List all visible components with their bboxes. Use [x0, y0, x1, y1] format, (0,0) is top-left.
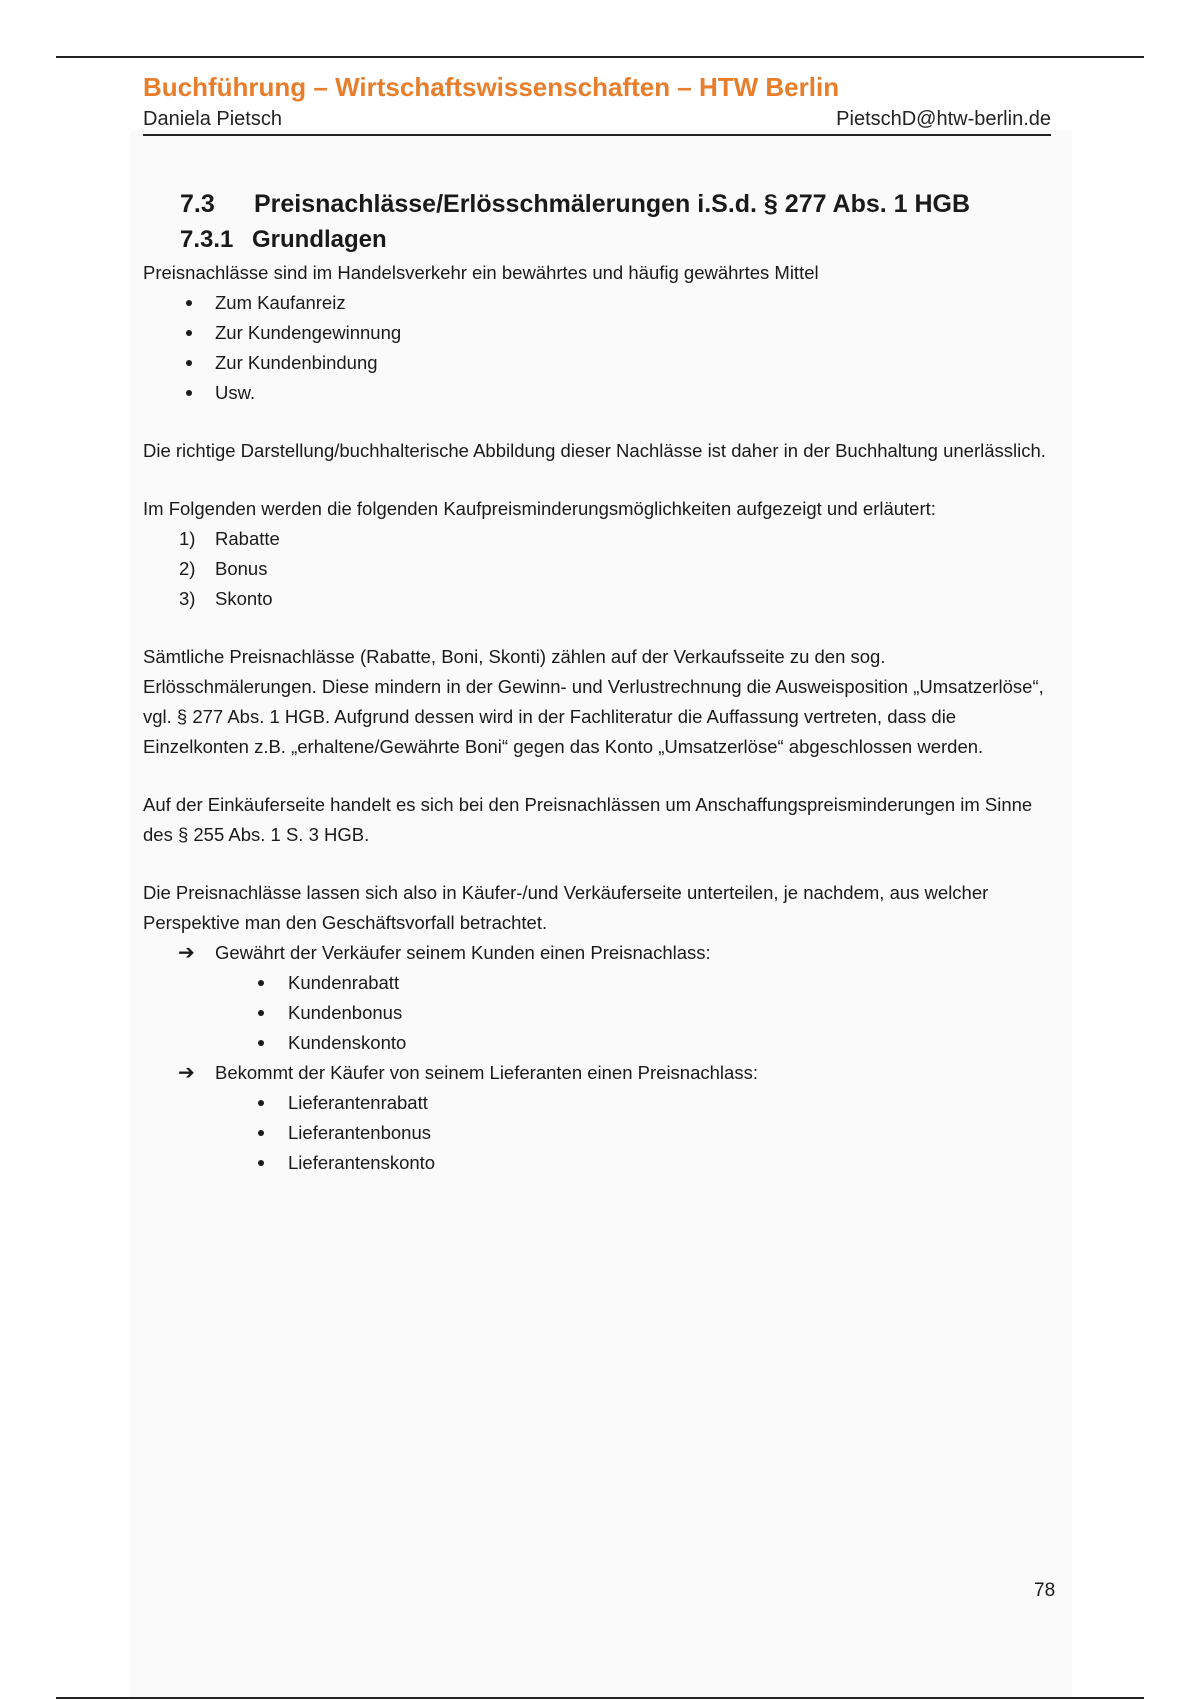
list-item: Kundenrabatt — [143, 968, 1063, 998]
paragraph-following: Im Folgenden werden die folgenden Kaufpreisminderungsmöglichkeiten aufgezeigt und erläutert: — [143, 498, 936, 519]
seller-arrow-item — [143, 938, 1063, 968]
list-item: Lieferantenskonto — [143, 1148, 1063, 1178]
section-title: Preisnachlässe/Erlösschmälerungen i.S.d. § 277 Abs. 1 HGB — [254, 190, 971, 218]
list-item: Zur Kundenbindung — [143, 348, 1063, 378]
seller-text: Gewährt der Verkäufer seinem Kunden einen Preisnachlass: — [215, 942, 711, 963]
section-heading — [143, 186, 1063, 222]
list-item: Usw. — [143, 378, 1063, 408]
list-item: Kundenbonus — [143, 998, 1063, 1028]
buyer-list — [143, 1088, 1063, 1178]
page-header — [143, 70, 1051, 136]
header-author: Daniela Pietsch — [143, 108, 282, 130]
list-label: Bonus — [215, 558, 268, 579]
header-title: Buchführung – Wirtschaftswissenschaften – HTW Berlin — [143, 72, 840, 102]
arrow-right-icon: ➔ — [178, 942, 195, 964]
subsection-number: 7.3.1 — [180, 226, 234, 253]
subsection-heading — [143, 222, 1063, 258]
header-line — [143, 104, 1051, 136]
document-body — [143, 186, 1063, 1178]
list-number: 3) — [179, 588, 196, 609]
intro-paragraph: Preisnachlässe sind im Handelsverkehr ein bewährtes und häufig gewährtes Mittel — [143, 262, 819, 283]
list-item: Lieferantenrabatt — [143, 1088, 1063, 1118]
paragraph-erloesschmaelerungen: Sämtliche Preisnachlässe (Rabatte, Boni, Skonti) zählen auf der Verkaufsseite zu den sog. Erlösschmälerungen. Diese mindern in der Gewinn- und Verlustrechnung die Ausweisposition „Umsatzerlöse“, vgl. § 277 Abs. 1 HGB. Aufgrund dessen wird in der Fachliteratur die Auffassung vertreten, dass die Einzelkonten z.B. „erhaltene/Gewährte Boni“ gegen das Konto „Umsatzerlöse“ abgeschlossen werden. — [143, 646, 1044, 757]
purpose-list — [143, 288, 1063, 408]
bottom-rule — [56, 1697, 1144, 1699]
buyer-text: Bekommt der Käufer von seinem Lieferanten einen Preisnachlass: — [215, 1062, 758, 1083]
paragraph-representation: Die richtige Darstellung/buchhalterische Abbildung dieser Nachlässe ist daher in der Buchhaltung unerlässlich. — [143, 440, 1046, 461]
list-number: 1) — [179, 528, 196, 549]
list-label: Rabatte — [215, 528, 280, 549]
paragraph-perspective: Die Preisnachlässe lassen sich also in Käufer-/und Verkäuferseite unterteilen, je nachdem, aus welcher Perspektive man den Geschäftsvorfall betrachtet. — [143, 882, 989, 933]
list-label: Skonto — [215, 588, 273, 609]
seller-list — [143, 968, 1063, 1058]
subsection-title: Grundlagen — [252, 226, 387, 253]
top-rule — [56, 56, 1144, 58]
buyer-arrow-item — [143, 1058, 1063, 1088]
list-item: Zum Kaufanreiz — [143, 288, 1063, 318]
section-number: 7.3 — [180, 190, 215, 218]
page-number: 78 — [1034, 1580, 1056, 1601]
list-item: Lieferantenbonus — [143, 1118, 1063, 1148]
list-item — [143, 554, 1063, 584]
list-item: Zur Kundengewinnung — [143, 318, 1063, 348]
paragraph-einkaeuferseite: Auf der Einkäuferseite handelt es sich bei den Preisnachlässen um Anschaffungspreisminderungen im Sinne des § 255 Abs. 1 S. 3 HGB. — [143, 794, 1033, 845]
list-item — [143, 524, 1063, 554]
list-number: 2) — [179, 558, 196, 579]
discount-type-list — [143, 524, 1063, 614]
arrow-right-icon: ➔ — [178, 1062, 195, 1084]
header-email: PietschD@htw-berlin.de — [836, 108, 1051, 130]
list-item: Kundenskonto — [143, 1028, 1063, 1058]
list-item — [143, 584, 1063, 614]
